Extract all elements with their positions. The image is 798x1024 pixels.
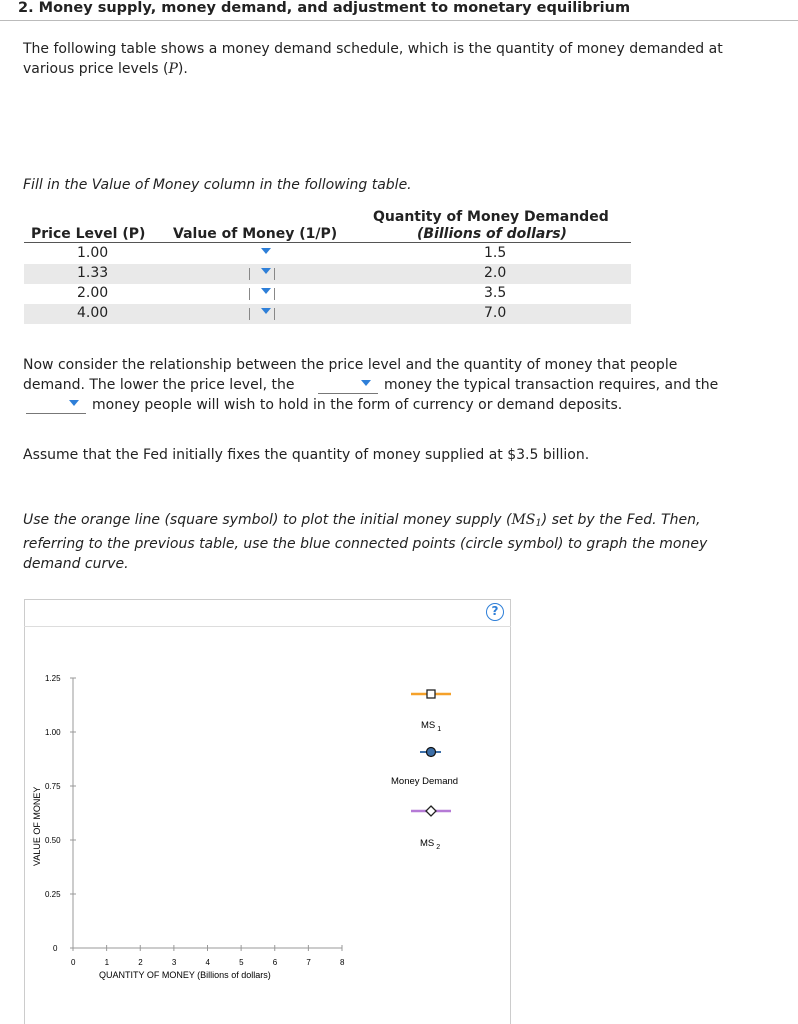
graph-instructions-line-3: demand curve. — [23, 556, 129, 572]
axes — [32, 674, 345, 980]
y-tick-label: 0.50 — [45, 836, 61, 845]
y-tick-label: 0.75 — [45, 782, 61, 791]
y-tick-label: 0 — [53, 944, 58, 953]
y-tick-label: 1.25 — [45, 674, 61, 683]
x-tick-label: 0 — [71, 958, 76, 967]
relationship-line-1: Now consider the relationship between the price level and the quantity of money that people — [23, 357, 678, 373]
y-axis-title: VALUE OF MONEY — [32, 786, 42, 866]
col-header-qty: Quantity of Money Demanded — [373, 209, 609, 225]
money-demand-legend-label: Money Demand — [391, 776, 459, 787]
x-tick-label: 8 — [340, 958, 345, 967]
graph-instructions-line-1: Use the orange line (square symbol) to plot the initial money supply (MS1) set by the Fed. Then, — [23, 512, 701, 529]
col-header-value: Value of Money (1/P) — [173, 226, 338, 242]
qty-cell: 1.5 — [484, 245, 507, 261]
assumption-text: Assume that the Fed initially fixes the quantity of money supplied at $3.5 billion. — [23, 447, 590, 463]
price-cell: 4.00 — [77, 305, 109, 321]
qty-cell: 7.0 — [484, 305, 507, 321]
help-icon[interactable]: ? — [486, 603, 504, 621]
ms1-tool[interactable] — [411, 690, 451, 698]
question-title: 2. Money supply, money demand, and adjustment to monetary equilibrium — [18, 0, 631, 16]
price-cell: 1.00 — [77, 245, 109, 261]
x-axis-title: QUANTITY OF MONEY (Billions of dollars) — [99, 970, 271, 980]
y-tick-label: 0.25 — [45, 890, 61, 899]
relationship-line-2-post: money the typical transaction requires, and the — [384, 377, 719, 393]
graph-instructions-line-2: referring to the previous table, use the blue connected points (circle symbol) to graph the money — [23, 536, 708, 552]
col-header-qty-units: (Billions of dollars) — [417, 226, 567, 242]
qty-cell: 2.0 — [484, 265, 507, 281]
relationship-line-3: money people will wish to hold in the form of currency or demand deposits. — [92, 397, 623, 413]
price-cell: 2.00 — [77, 285, 109, 301]
x-tick-label: 5 — [239, 958, 244, 967]
money-demand-tool[interactable] — [420, 748, 441, 757]
x-tick-label: 1 — [104, 958, 110, 967]
x-tick-label: 6 — [272, 958, 278, 967]
x-tick-label: 2 — [138, 958, 143, 967]
x-tick-label: 4 — [205, 958, 210, 967]
price-variable: P — [168, 61, 178, 77]
ms1-legend-label: MS $_1$ — [421, 720, 442, 733]
ms-variable: MS — [511, 512, 536, 528]
ms2-legend-label: MS $_2$ — [420, 838, 441, 851]
col-header-price: Price Level (P) — [31, 226, 146, 242]
diamond-icon — [426, 806, 436, 816]
ms2-tool[interactable] — [411, 806, 451, 816]
legend — [391, 690, 458, 851]
x-tick-label: 3 — [171, 958, 177, 967]
intro-line-2-pre: various price levels ( — [23, 61, 169, 77]
y-tick-label: 1.00 — [45, 728, 61, 737]
x-tick-label: 7 — [306, 958, 311, 967]
intro-line-1: The following table shows a money demand schedule, which is the quantity of money demanded at — [23, 41, 723, 57]
table-instruction: Fill in the Value of Money column in the following table. — [23, 177, 412, 193]
relationship-line-2-pre: demand. The lower the price level, the — [23, 377, 295, 393]
circle-icon — [427, 748, 436, 757]
qty-cell: 3.5 — [484, 285, 507, 301]
intro-line-2-post: ). — [177, 61, 188, 77]
square-icon — [427, 690, 435, 698]
price-cell: 1.33 — [77, 265, 109, 281]
